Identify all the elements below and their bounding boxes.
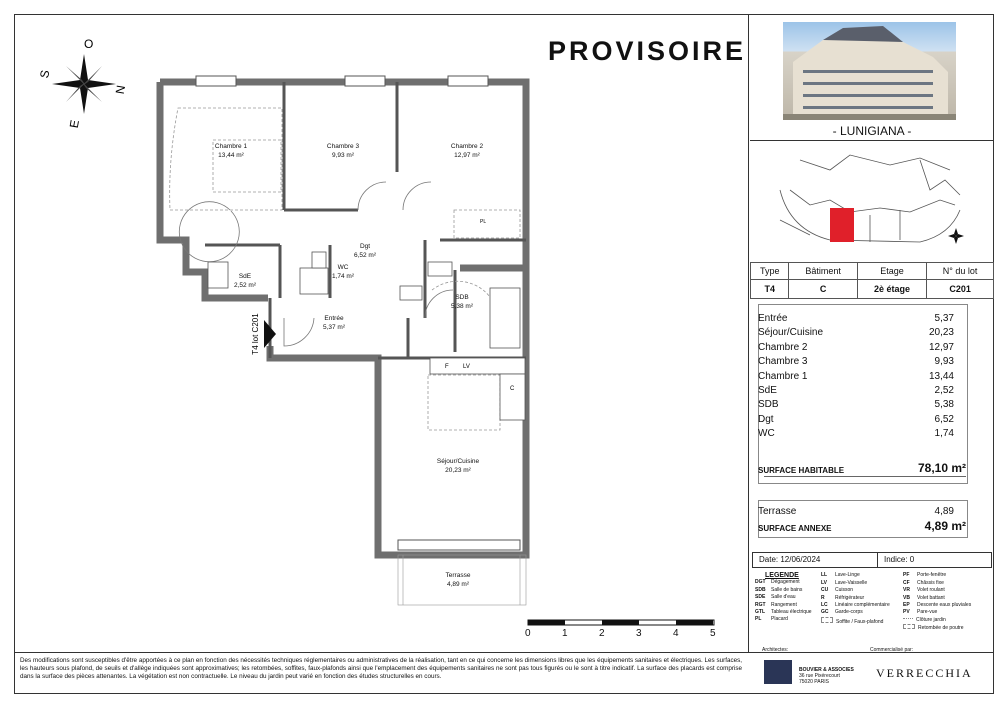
legend-col-3: PF Porte-fenêtre CF Châssis fixe VR Volet roulant VB Volet battant EP Descente eaux pluviales PV Pare-vue Clôture jardin Retombée de poutre (903, 572, 972, 632)
compass-s: S (37, 68, 53, 80)
architect-info: BOUVIER & ASSOCIES 36 rue Pixérecourt 75020 PARIS (799, 667, 854, 685)
pl-label: PL (480, 219, 487, 225)
room-wc: WC 1,74 m² (331, 264, 355, 280)
date: Date: 12/06/2024 (753, 553, 878, 567)
rule-habitable (764, 476, 966, 477)
lot-info-table: Type Bâtiment Etage N° du lot T4 C 2è étage C201 (750, 262, 994, 299)
marketing-label: Commercialisé par: (870, 647, 914, 653)
architects-label: Architectes: (762, 647, 789, 653)
soffite-swatch-icon (821, 617, 833, 623)
room-chambre-1: Chambre 1 13,44 m² (214, 143, 248, 159)
surface-row: SdE 2,52 (758, 384, 954, 396)
compass-rose (34, 38, 134, 130)
sidebar-divider (748, 14, 749, 652)
surface-row: Chambre 3 9,93 (758, 356, 954, 368)
room-terrasse: Terrasse 4,89 m² (445, 572, 471, 588)
architect-logo-icon (764, 660, 792, 684)
compass-o: O (84, 38, 94, 51)
site-plan (770, 150, 980, 255)
room-sde: SdE 2,52 m² (233, 273, 257, 289)
building-photo (783, 22, 956, 120)
fence-swatch-icon (903, 618, 913, 619)
room-entree: Entrée 5,37 m² (322, 315, 346, 331)
date-index-bar (752, 552, 992, 568)
index: Indice: 0 (884, 555, 915, 564)
lv-label: LV (463, 364, 470, 370)
legend-col-1: DGT Dégagement SDB Salle de bains SDE Salle d'eau RGT Rangement GTL Tableau électrique PL Placard (755, 579, 812, 623)
surface-row: Chambre 2 12,97 (758, 341, 954, 353)
compass-e: E (66, 118, 82, 130)
surface-row: Séjour/Cuisine 20,23 (758, 327, 954, 339)
legend-col-2: LL Lave-Linge LV Lave-Vaisselle CU Cuisson R Réfrigérateur LC Linéaire complémentaire GC Garde-corps Soffite / Faux-plafond (821, 572, 890, 625)
disclaimer-text: Des modifications sont susceptibles d'être apportées à ce plan en fonction des nécessités techniques réglementaires ou administratives de la réalisation, tant en ce qui concerne les dimensions libres que les équipements sanitaires et électriques. Les surfaces, les hauteurs sous plafond, de seuils et d'allège indiquées sont approximatives; les retombées, soffites, faux-plafonds ainsi que l'emplacement des équipements sanitaires ne sont pas tous figurés ou le sont à titre indicatif. La surface des placards est comprise dans la surface des pièces attenantes. La végétation est non contractuelle. Le niveau du jardin peut varié en fonction des études structurelles en cours. (20, 657, 742, 680)
surface-habitable: SURFACE HABITABLE 78,10 m² (758, 461, 966, 475)
marketing-logo: VERRECCHIA (876, 666, 973, 680)
room-chambre-3: Chambre 3 9,93 m² (326, 143, 360, 159)
lot-label: T4 lot C201 (251, 313, 260, 355)
footer-divider (14, 652, 994, 653)
surface-list (758, 312, 954, 442)
surface-annexe: SURFACE ANNEXE 4,89 m² (758, 519, 966, 533)
page-title: PROVISOIRE (548, 36, 747, 66)
surface-row: WC 1,74 (758, 428, 954, 440)
annex-list (758, 505, 954, 519)
beam-swatch-icon (903, 624, 915, 629)
room-dgt: Dgt 6,52 m² (353, 243, 377, 259)
room-sejour-cuisine: Séjour/Cuisine 20,23 m² (436, 458, 480, 474)
surface-row: Dgt 6,52 (758, 413, 954, 425)
room-sdb: SDB 5,38 m² (450, 294, 474, 310)
f-label: F (445, 364, 449, 370)
rule-1 (750, 140, 994, 141)
surface-row: Chambre 1 13,44 (758, 370, 954, 382)
room-chambre-2: Chambre 2 12,97 m² (450, 143, 484, 159)
project-name: - LUNIGIANA - (832, 124, 912, 138)
surface-row: SDB 5,38 (758, 399, 954, 411)
annex-row: Terrasse 4,89 (758, 506, 954, 517)
scale-bar (520, 618, 720, 642)
c-label: C (510, 386, 515, 392)
surface-row: Entrée 5,37 (758, 313, 954, 324)
compass-n: N (112, 84, 129, 96)
legend: LEGENDE DGT Dégagement SDB Salle de bains SDE Salle d'eau RGT Rangement GTL Tableau électrique PL Placard LL Lave-Linge LV Lave-Vaisselle CU Cuisson R Réfrigérateur LC Linéaire complémentaire GC Garde-corps Soffite / Faux-plafond PF Porte-fenêtre CF Châssis fixe VR Volet roulant VB Volet battant EP Descente eaux pluviales PV Pare-vue Clôture jardin Retombée de poutre (755, 572, 995, 633)
